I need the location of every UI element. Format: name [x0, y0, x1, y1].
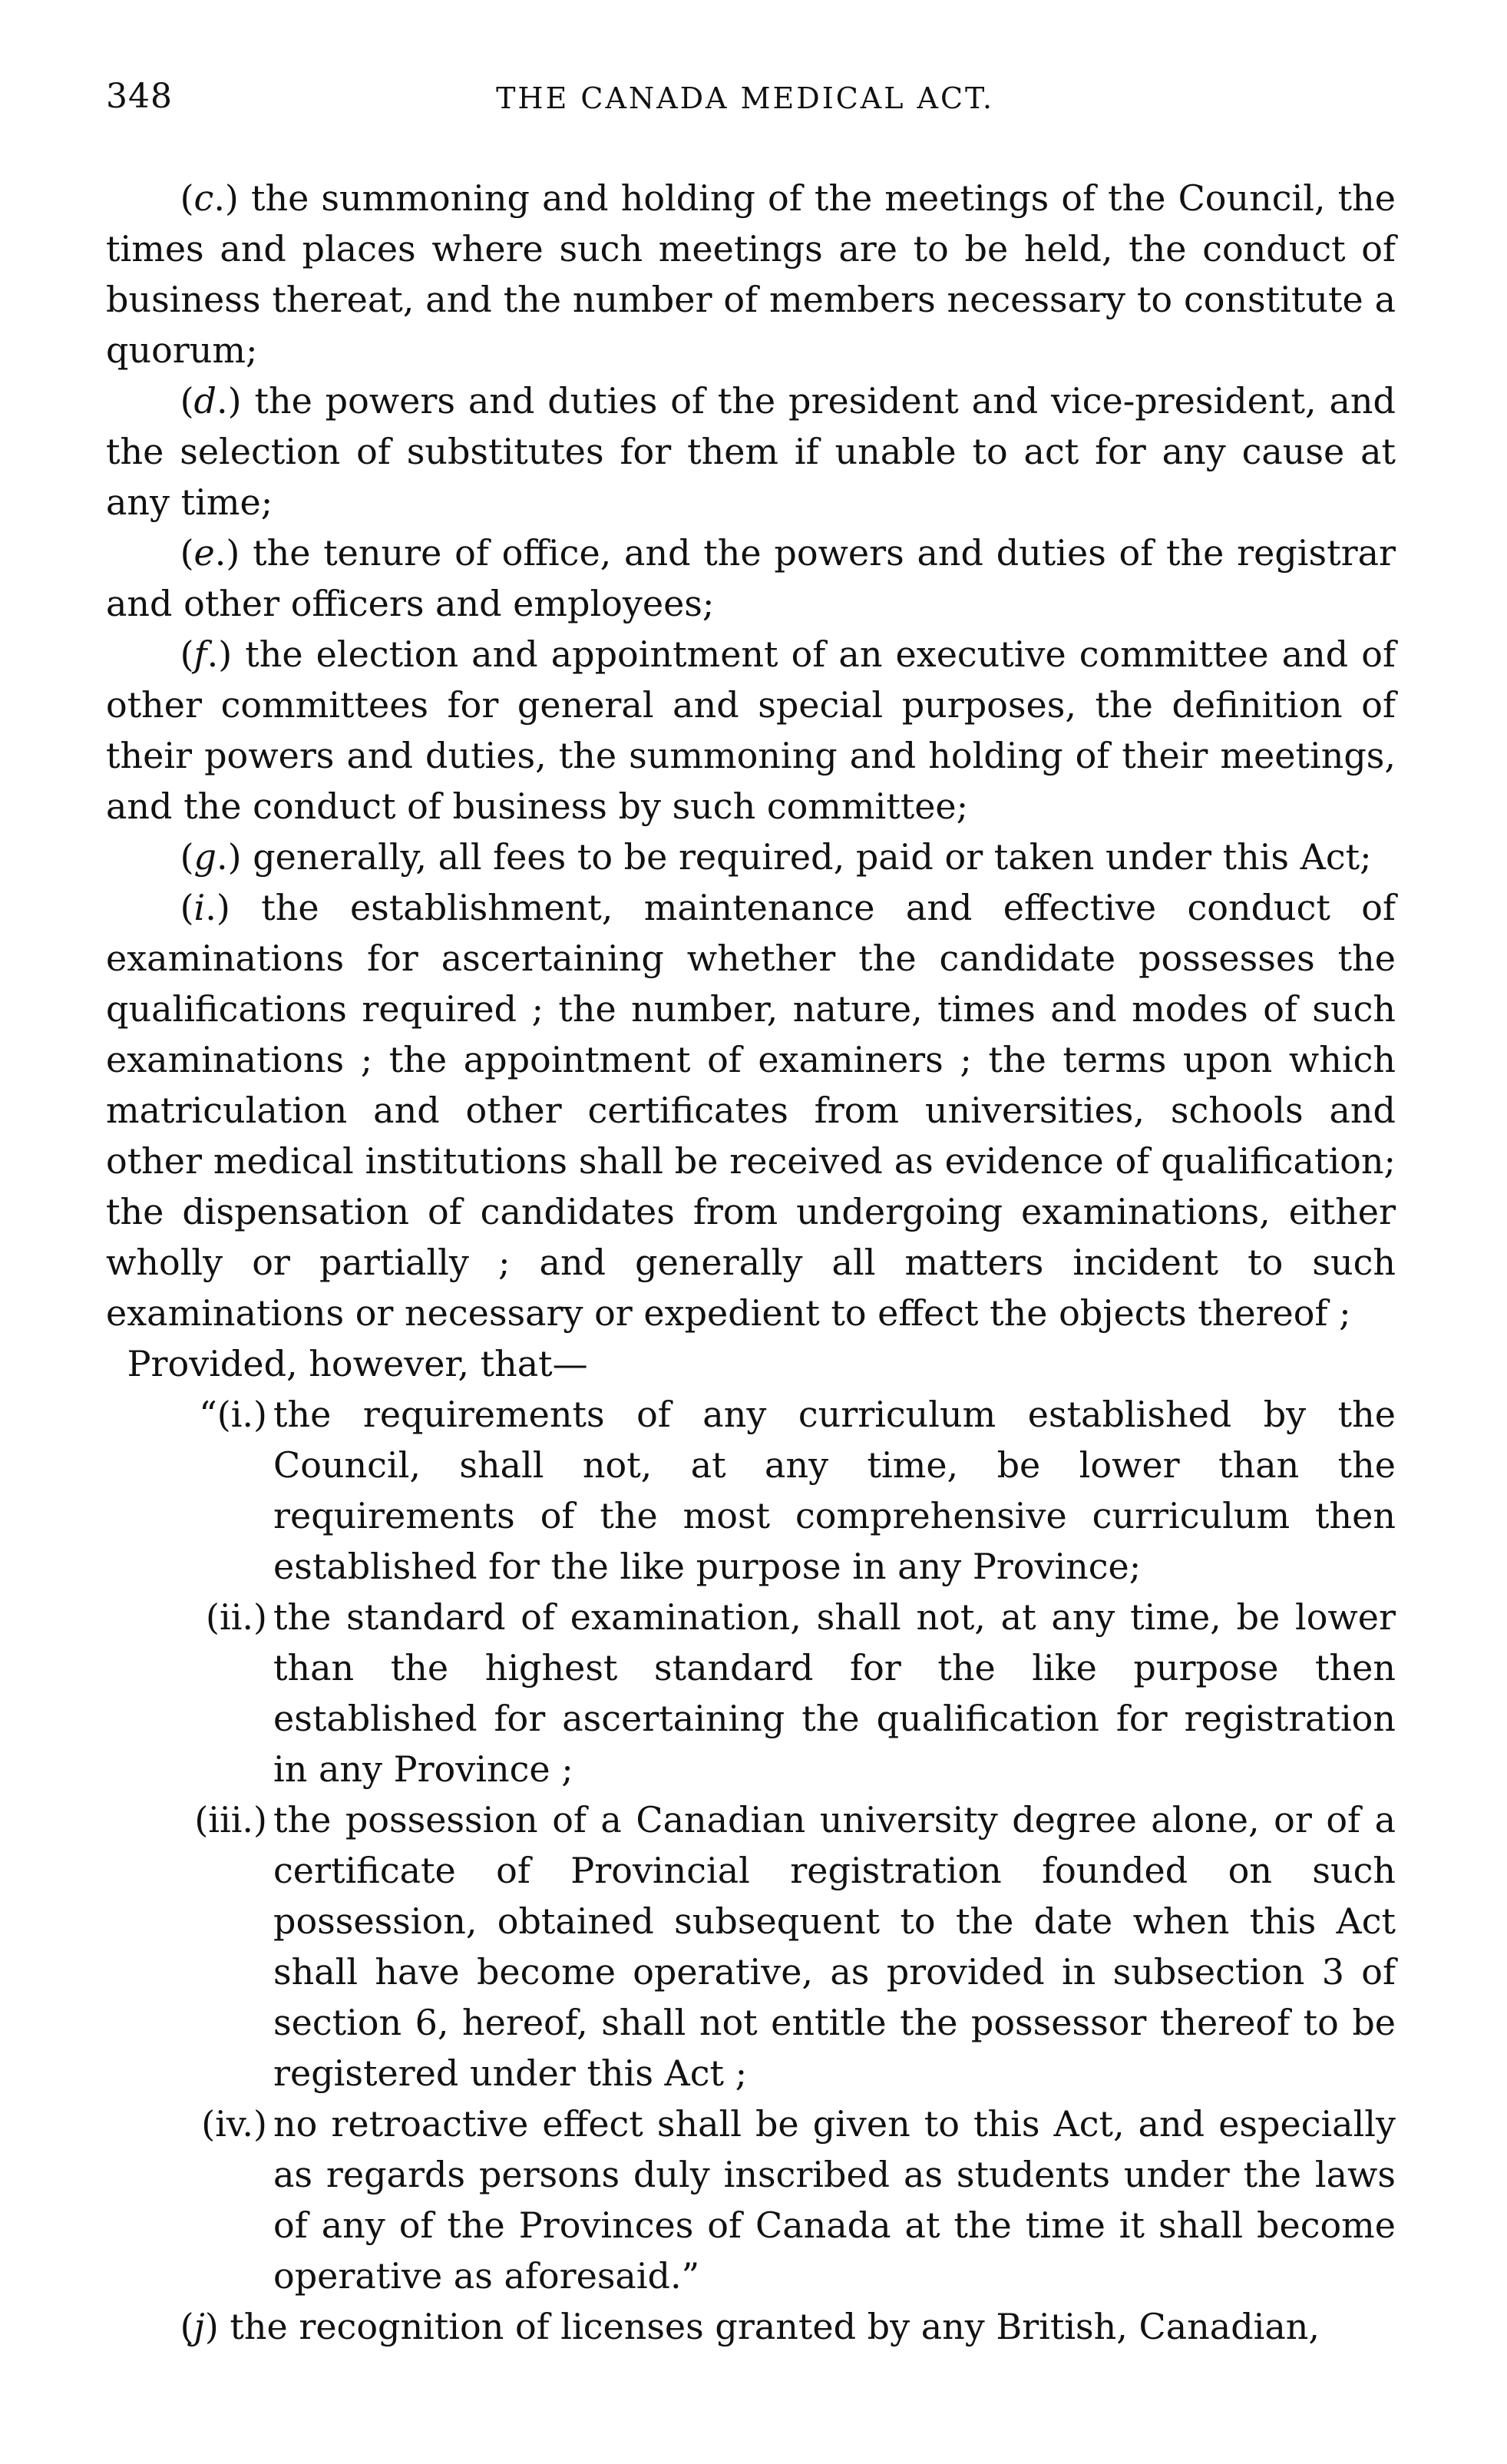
subclause-iv — [106, 2099, 1396, 2301]
clause-f: (f.) the election and appointment of an executive committee and of other committees for general and special purposes, the definition of their powers and duties, the summoning and holding of their meetings, and the conduct of business by such committee; — [106, 633, 1396, 827]
page-body — [106, 173, 1396, 2352]
clause-g: (g.) generally, all fees to be required, paid or taken under this Act; — [180, 836, 1372, 878]
subclause-text: no retroactive effect shall be given to this Act, and especially as regards persons duly inscribed as students under the laws of any of the Provinces of Canada at the time it shall become operative as aforesaid.” — [273, 2103, 1396, 2297]
clause-text: the election and appointment of an executive committee and of other committees for general and special purposes, the definition of their powers and duties, the summoning and holding of their meetings, and the conduct of business by such committee; — [106, 633, 1396, 827]
clause-text: the powers and duties of the president and vice-president, and the selection of substitutes for them if unable to act for any cause at any time; — [106, 380, 1396, 523]
page-number: 348 — [106, 77, 173, 116]
clause-j: (j) the recognition of licenses granted by any British, Canadian, — [180, 2306, 1320, 2347]
subclause-iii — [106, 1794, 1396, 2099]
subclause-text: the requirements of any curriculum established by the Council, shall not, at any time, be lower than the requirements of the most comprehensive curriculum then established for the like purpose in any Province; — [273, 1394, 1396, 1587]
subclause-number: (iii.) — [194, 1799, 267, 1841]
subclause-number: (iv.) — [201, 2103, 267, 2145]
clause-i: (i.) the establishment, maintenance and effective conduct of examinations for ascertaining whether the candidate possesses the qualifications required ; the number, nature, times and modes of such examinations ; the appointment of examiners ; the terms upon which matriculation and other certificates from universities, schools and other medical institutions shall be received as evidence of qualification; the dispensation of candidates from undergoing examinations, either wholly or partially ; and generally all matters incident to such examinations or necessary or expedient to effect the objects thereof ; — [106, 887, 1396, 1334]
clause-text: the establishment, maintenance and effective conduct of examinations for ascertaining whether the candidate possesses the qualifications required ; the number, nature, times and modes of such examinations ; the appointment of examiners ; the terms upon which matriculation and other certificates from universities, schools and other medical institutions shall be received as evidence of qualification; the dispensation of candidates from undergoing examinations, either wholly or partially ; and generally all matters incident to such examinations or necessary or expedient to effect the objects thereof ; — [106, 887, 1396, 1334]
proviso: Provided, however, that— — [127, 1343, 588, 1384]
subclause-i — [106, 1389, 1396, 1592]
subclause-number: “(i.) — [199, 1394, 267, 1435]
clause-c: (c.) the summoning and holding of the meetings of the Council, the times and places where such meetings are to be held, the conduct of business thereat, and the number of members necessary to constitute a quorum; — [106, 177, 1396, 371]
subclause-text: the standard of examination, shall not, at any time, be lower than the highest standard for the like purpose then established for ascertaining the qualification for registration in any Province ; — [273, 1596, 1396, 1790]
clause-e: (e.) the tenure of office, and the powers and duties of the registrar and other officers and employees; — [106, 532, 1396, 624]
clause-text: the recognition of licenses granted by any British, Canadian, — [230, 2306, 1320, 2347]
subclause-text: the possession of a Canadian university degree alone, or of a certificate of Provincial registration founded on such possession, obtained subsequent to the date when this Act shall have become operative, as provided in subsection 3 of section 6, hereof, shall not entitle the possessor thereof to be registered under this Act ; — [273, 1799, 1396, 2094]
running-title: THE CANADA MEDICAL ACT. — [496, 81, 994, 115]
clause-text: the tenure of office, and the powers and duties of the registrar and other officers and employees; — [106, 532, 1396, 624]
subclause-ii — [106, 1592, 1396, 1794]
clause-text: the summoning and holding of the meetings of the Council, the times and places where such meetings are to be held, the conduct of business thereat, and the number of members necessary to constitute a quorum; — [106, 177, 1396, 371]
page-header — [106, 77, 1384, 131]
subclause-number: (ii.) — [206, 1596, 267, 1638]
clause-text: generally, all fees to be required, paid or taken under this Act; — [253, 836, 1372, 878]
clause-d: (d.) the powers and duties of the president and vice-president, and the selection of substitutes for them if unable to act for any cause at any time; — [106, 380, 1396, 523]
